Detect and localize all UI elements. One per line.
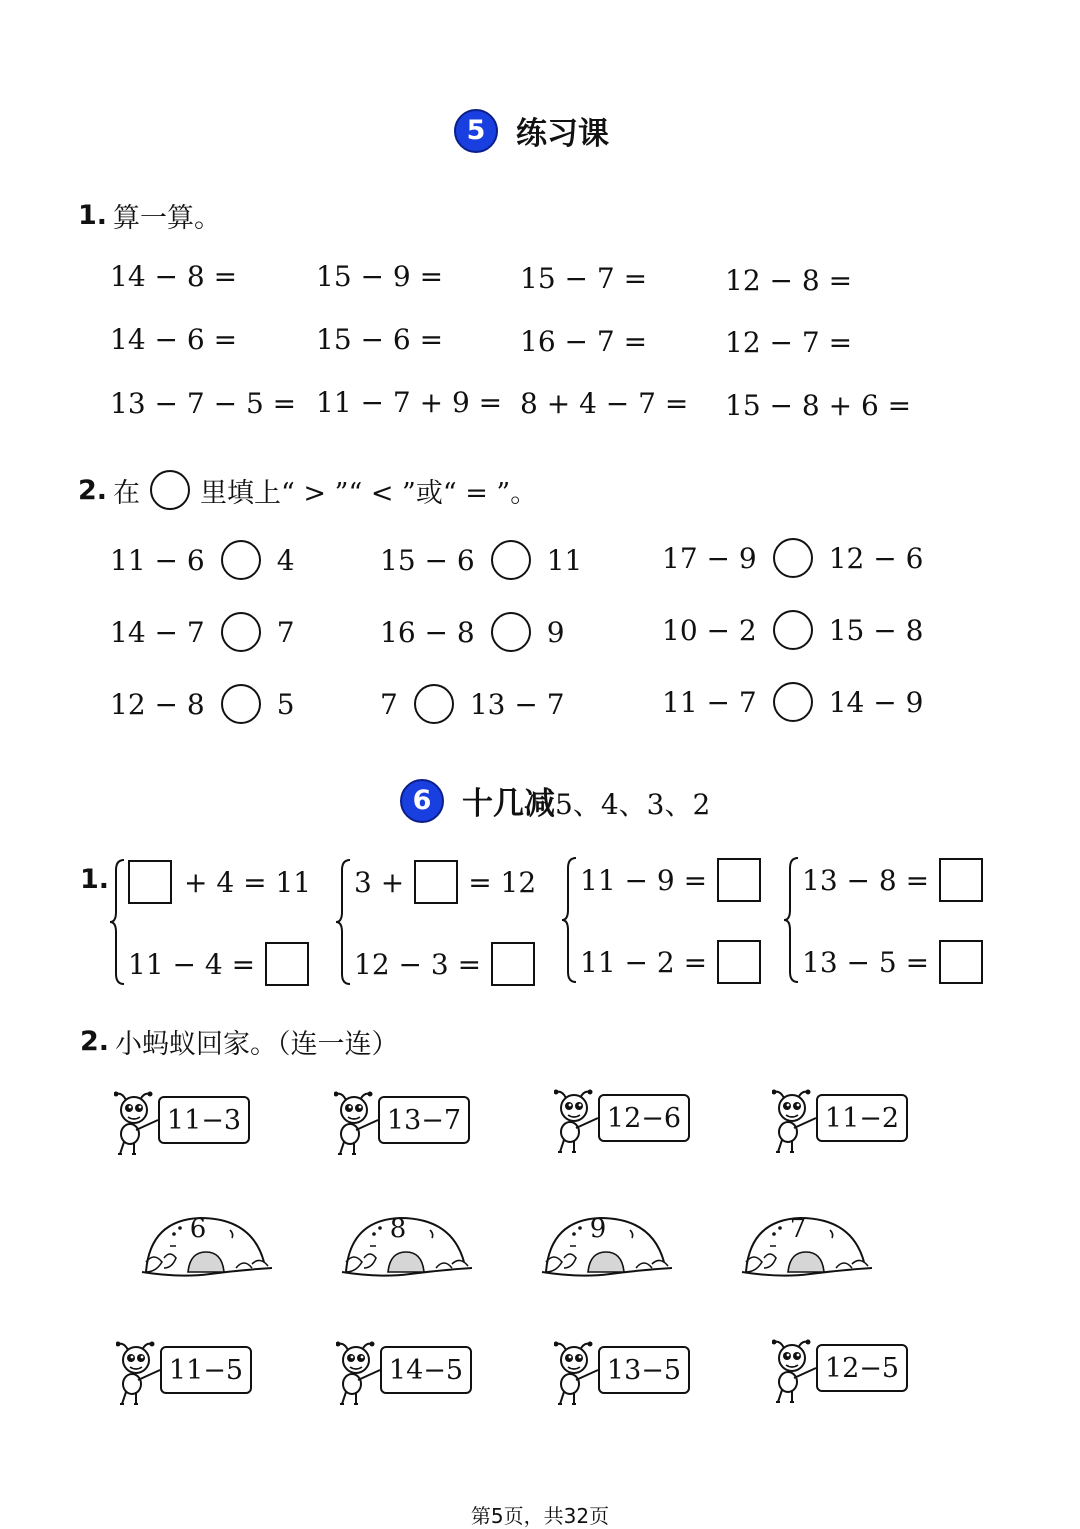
ant-house[interactable] [140,1212,276,1282]
ant-label: 11−3 [158,1096,250,1144]
compare-item [110,612,295,652]
equation-text: + 4 = 11 [184,865,312,899]
ant-label: 12−5 [816,1344,908,1392]
calc-expression: 12 − 8 = [725,264,853,297]
compare-item [380,540,582,580]
brace-icon [336,858,352,986]
question-number: 1. [78,200,108,231]
circle-icon [150,470,190,510]
equation-pair [336,852,536,992]
answer-circle[interactable] [773,610,813,650]
equation-text: 12 − 3 = [354,947,482,981]
ant-item[interactable] [334,1090,474,1160]
house-number: 7 [789,1214,807,1244]
answer-box[interactable] [128,860,172,904]
equation-bottom [802,940,983,984]
answer-circle[interactable] [491,540,531,580]
ant-house[interactable] [740,1212,876,1282]
equation-top [802,858,983,902]
calc-expression: 14 − 8 = [110,260,238,293]
question-number: 1. [80,864,110,895]
equation-text: = 12 [468,865,537,899]
ant-item[interactable] [772,1338,912,1408]
answer-circle[interactable] [221,612,261,652]
compare-item [662,682,923,722]
ant-item[interactable] [554,1088,694,1158]
compare-left: 11 − 7 [662,685,757,719]
ant-label: 13−7 [378,1096,470,1144]
compare-right: 14 − 9 [828,685,924,719]
question-2-label [78,470,537,510]
question-1-label [78,196,221,235]
section-5-header [454,108,609,153]
ant-label: 12−6 [598,1094,690,1142]
ant-house[interactable] [540,1212,676,1282]
compare-item [110,540,295,580]
equation-pair [562,850,762,990]
compare-left: 15 − 6 [380,543,475,577]
equation-bottom [580,940,761,984]
compare-right: 9 [546,615,565,649]
calc-expression: 16 − 7 = [520,325,648,358]
section-title [462,778,710,823]
compare-right: 5 [276,687,295,721]
equation-pair [110,852,310,992]
equation-bottom [128,942,309,986]
answer-circle[interactable] [773,538,813,578]
compare-item [662,610,923,650]
equation-top [354,860,536,904]
ant-label: 11−5 [160,1346,252,1394]
ant-item[interactable] [772,1088,912,1158]
equation-text: 11 − 2 = [580,945,708,979]
equation-text: 11 − 4 = [128,947,256,981]
ant-item[interactable] [336,1340,476,1410]
answer-box[interactable] [939,940,983,984]
question-title-part: 里填上“ > ”“ < ”或“ = ”。 [200,477,538,509]
section-number-badge: 5 [454,109,498,153]
calc-expression: 15 − 8 + 6 = [725,389,912,422]
question-number: 2. [80,1026,110,1057]
house-number: 6 [189,1214,207,1244]
equation-text: 13 − 5 = [802,945,930,979]
answer-box[interactable] [414,860,458,904]
equation-pair [784,850,984,990]
brace-icon [784,856,800,984]
answer-circle[interactable] [221,540,261,580]
equation-top [580,858,761,902]
compare-left: 16 − 8 [380,615,475,649]
compare-item [380,684,565,724]
compare-item [380,612,565,652]
compare-left: 10 − 2 [662,613,757,647]
answer-circle[interactable] [773,682,813,722]
compare-right: 13 − 7 [469,687,565,721]
equation-top [128,860,311,904]
calc-expression: 13 − 7 − 5 = [110,387,297,420]
answer-circle[interactable] [221,684,261,724]
section-title: 练习课 [516,116,609,152]
calc-expression: 15 − 7 = [520,262,648,295]
ant-item[interactable] [116,1340,256,1410]
question-number: 2. [78,474,108,506]
compare-right: 4 [276,543,295,577]
compare-left: 14 − 7 [110,615,205,649]
calc-expression: 15 − 9 = [316,260,444,293]
equation-text: 11 − 9 = [580,863,708,897]
answer-box[interactable] [265,942,309,986]
calc-expression: 12 − 7 = [725,326,853,359]
question-2-label [80,1022,399,1061]
calc-expression: 11 − 7 + 9 = [316,386,503,419]
ant-label: 13−5 [598,1346,690,1394]
compare-right: 11 [546,543,583,577]
compare-left: 7 [380,687,398,721]
section-title-suffix: 5、4、3、2 [555,788,711,821]
compare-item [110,684,295,724]
ant-label: 14−5 [380,1346,472,1394]
section-6-header [400,778,710,823]
answer-box[interactable] [939,858,983,902]
calc-expression: 14 − 6 = [110,323,238,356]
compare-left: 12 − 8 [110,687,205,721]
compare-right: 15 − 8 [828,613,924,647]
equation-bottom [354,942,535,986]
house-number: 8 [389,1214,407,1244]
brace-icon [562,856,578,984]
section-title-text: 十几减 [462,786,555,822]
answer-box[interactable] [491,942,535,986]
ant-label: 11−2 [816,1094,908,1142]
house-number: 9 [589,1214,607,1244]
compare-right: 7 [276,615,295,649]
ant-item[interactable] [114,1090,254,1160]
equation-text: 13 − 8 = [802,863,930,897]
ant-item[interactable] [554,1340,694,1410]
answer-box[interactable] [717,858,761,902]
answer-circle[interactable] [414,684,454,724]
ant-house[interactable] [340,1212,476,1282]
calc-expression: 15 − 6 = [316,323,444,356]
compare-item [662,538,923,578]
question-title-part: 在 [113,477,141,509]
question-title: 小蚂蚁回家。（连一连） [115,1029,399,1060]
answer-box[interactable] [717,940,761,984]
compare-left: 17 − 9 [662,541,757,575]
page-footer: 第5页，共32页 [470,1504,610,1528]
equation-text: 3 + [354,865,405,899]
compare-left: 11 − 6 [110,543,205,577]
compare-right: 12 − 6 [828,541,924,575]
answer-circle[interactable] [491,612,531,652]
brace-icon [110,858,126,986]
calc-expression: 8 + 4 − 7 = [520,387,689,420]
section-number-badge: 6 [400,779,444,823]
question-title: 算一算。 [113,203,222,234]
